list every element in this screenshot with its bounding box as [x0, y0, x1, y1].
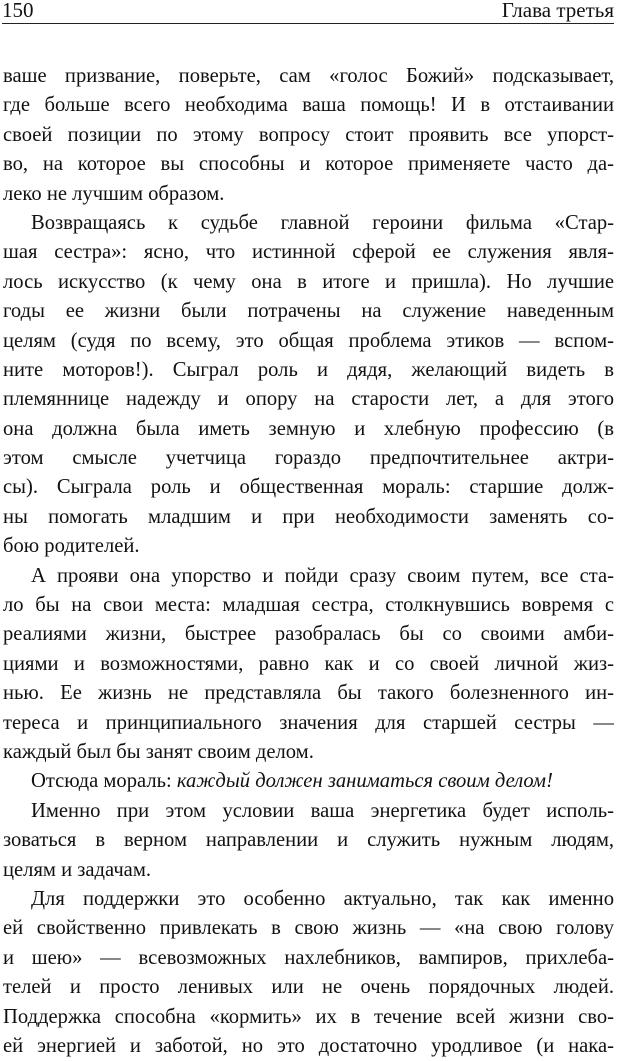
text-line: циями и возможностями, равно как и со своей личной жиз- [3, 652, 614, 675]
page-number: 150 [2, 0, 34, 22]
moral-line [3, 767, 614, 796]
text-line: Именно при этом условии ваша энергетика будет исполь- [31, 799, 614, 822]
text-line: тереса и принципиального значения для старшей сестры — [3, 711, 614, 734]
text-line: во, на которое вы способны и которое применяете часто да- [3, 153, 614, 176]
text-line: Для поддержки это особенно актуально, так как именно [31, 887, 614, 910]
text-line: ните моторов!). Сыграл роль и дядя, желающий видеть в [3, 358, 614, 381]
text-line: лось искусство (к чему она в итоге и пришла). Но лучшие [3, 270, 614, 293]
text-line: Возвращаясь к судьбе главной героини фильма «Стар- [31, 211, 614, 234]
text-line: Поддержка способна «кормить» их в течение всей жизни сво- [3, 1005, 614, 1028]
text-line: каждый был бы занят своим делом. [3, 740, 314, 763]
running-header [2, 0, 614, 24]
text-line: ваше призвание, поверьте, сам «голос Божий» подсказывает, [3, 65, 614, 87]
chapter-title: Глава третья [501, 0, 614, 22]
text-line: она должна была иметь земную и хлебную профессию (в [3, 417, 614, 440]
text-line: ей энергией и заботой, но это достаточно уродливое (и нака- [3, 1034, 614, 1057]
text-line: где больше всего необходима ваша помощь! И в отстаивании [3, 94, 614, 117]
text-line: нью. Ее жизнь не представляла бы такого болезненного ин- [3, 682, 614, 705]
text-line: ны помогать младшим и при необходимости заменять со- [3, 505, 614, 528]
moral-prefix: Отсюда мораль: [31, 770, 177, 793]
text-line: и шею» — всевозможных нахлебников, вампиров, прихлеба- [3, 946, 614, 969]
text-line: своей позиции по этому вопросу стоит проявить все упорст- [3, 123, 614, 146]
text-line: телей и просто ленивых или не очень порядочных людей. [3, 976, 614, 999]
text-line: сы). Сыграла роль и общественная мораль: старшие долж- [3, 476, 614, 499]
text-line: ей свойственно привлекать в свою жизнь — «на свою голову [3, 917, 614, 940]
text-line: годы ее жизни были потрачены на служение наведенным [3, 300, 614, 323]
text-line: шая сестра»: ясно, что истинной сферой ее служения явля- [3, 241, 614, 264]
text-line: бою родителей. [3, 535, 140, 558]
moral-statement: каждый должен заниматься своим делом! [176, 770, 553, 793]
text-line: племяннице надежду и опору на старости лет, а для этого [3, 388, 614, 411]
text-line: А прояви она упорство и пойди сразу своим путем, все ста- [31, 564, 614, 587]
text-line: зоваться в верном направлении и служить нужным людям, [3, 829, 614, 852]
text-line: реалиями жизни, быстрее разобралась бы со своими амби- [3, 623, 614, 646]
text-line: этом смысле учетчица гораздо предпочтительнее актри- [3, 447, 614, 470]
text-line: леко не лучшим образом. [3, 182, 225, 205]
text-line: целям и задачам. [3, 858, 152, 881]
body-text [3, 62, 614, 1061]
text-line: целям (судя по всему, это общая проблема этиков — вспом- [3, 329, 614, 352]
text-line: ло бы на свои места: младшая сестра, столкнувшись вовремя с [3, 594, 614, 617]
